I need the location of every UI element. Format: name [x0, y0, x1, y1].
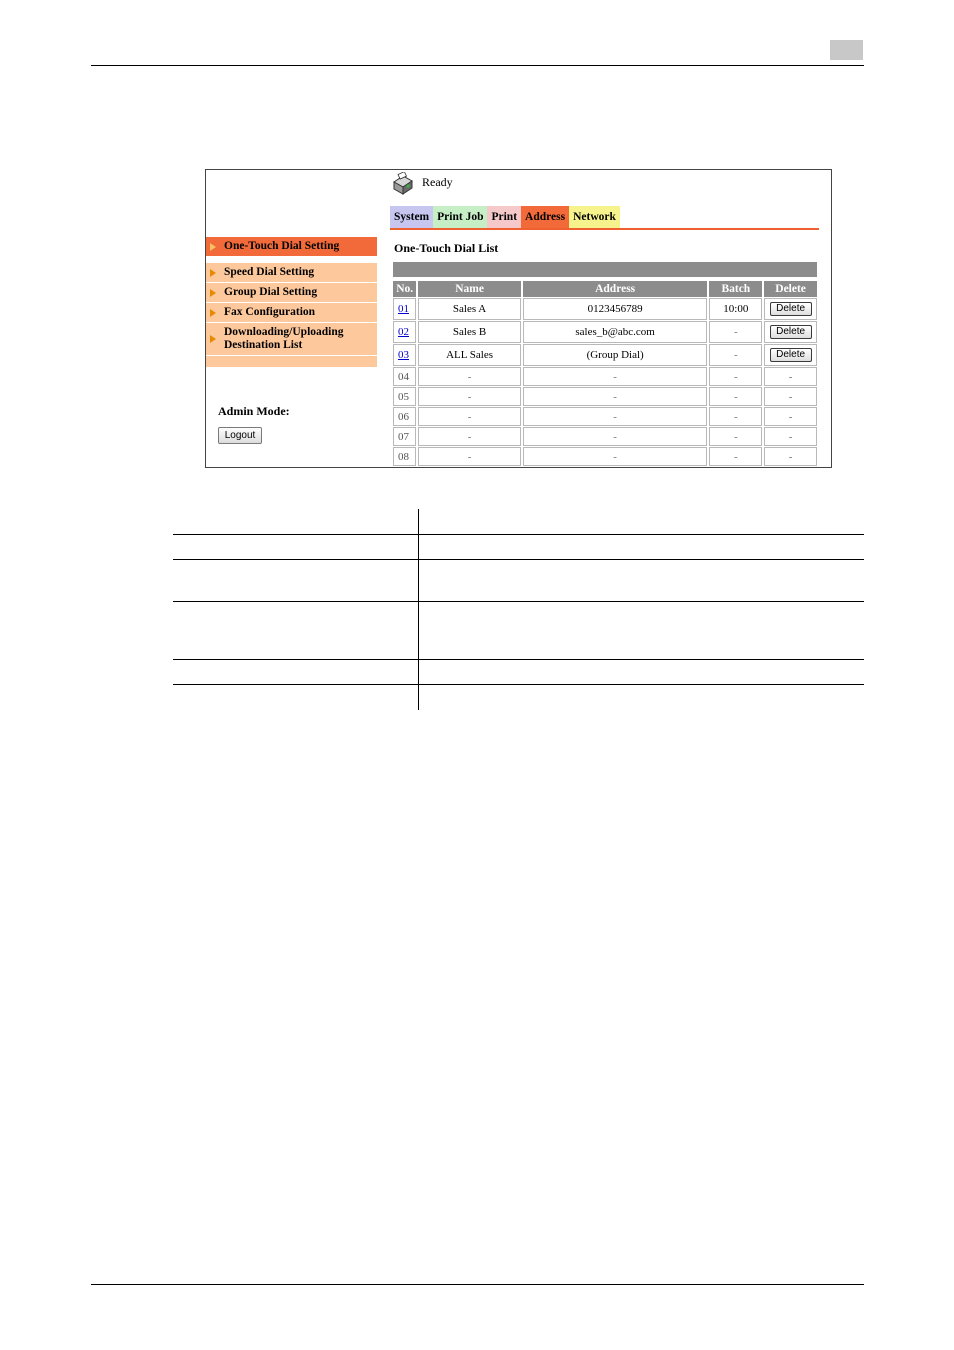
- cell-no: 04: [393, 367, 416, 386]
- page-number-tab: [830, 40, 863, 60]
- cell-batch: -: [709, 344, 762, 366]
- table-row: [393, 298, 817, 320]
- sidebar-item-label: One-Touch Dial Setting: [224, 240, 340, 252]
- cell-address: 0123456789: [523, 298, 708, 320]
- tab-print[interactable]: Print: [487, 206, 521, 228]
- sidebar-item-label-line2: Destination List: [224, 339, 303, 351]
- status-area: [391, 172, 453, 198]
- cell-name: Sales B: [418, 321, 520, 343]
- cell-delete: -: [764, 427, 817, 446]
- cell-name: -: [418, 407, 520, 426]
- cell-address: sales_b@abc.com: [523, 321, 708, 343]
- table-divider-vertical: [418, 509, 419, 710]
- cell-address: -: [523, 427, 708, 446]
- list-title: One-Touch Dial List: [394, 241, 499, 255]
- cell-delete: -: [764, 367, 817, 386]
- cell-name: -: [418, 387, 520, 406]
- table-row: [393, 447, 817, 466]
- sidebar-item-group-dial-setting[interactable]: [206, 283, 377, 303]
- cell-name: -: [418, 367, 520, 386]
- column-header-name: Name: [418, 281, 520, 297]
- sidebar-item-label: Group Dial Setting: [224, 286, 318, 298]
- arrow-right-icon: [210, 243, 216, 251]
- arrow-right-icon: [210, 289, 216, 297]
- entry-link[interactable]: 01: [398, 303, 409, 315]
- cell-no: 08: [393, 447, 416, 466]
- column-header-batch: Batch: [709, 281, 762, 297]
- sidebar-menu-footer: [206, 356, 377, 367]
- cell-name: Sales A: [418, 298, 520, 320]
- table-row: [393, 387, 817, 406]
- cell-no: 06: [393, 407, 416, 426]
- cell-no: [393, 321, 416, 343]
- tab-network[interactable]: Network: [569, 206, 620, 228]
- arrow-right-icon: [210, 335, 216, 343]
- cell-name: -: [418, 447, 520, 466]
- web-ui-screenshot: [205, 169, 832, 468]
- table-rule: [173, 659, 864, 660]
- footer-rule: [91, 1284, 864, 1285]
- sidebar-item-speed-dial-setting[interactable]: [206, 263, 377, 283]
- table-rule: [173, 601, 864, 602]
- table-rule: [173, 684, 864, 685]
- cell-address: (Group Dial): [523, 344, 708, 366]
- sidebar-item-label: Downloading/Uploading: [224, 326, 344, 338]
- dial-list-table: [391, 280, 819, 467]
- sidebar-menu: [206, 237, 377, 367]
- table-row: [393, 321, 817, 343]
- cell-delete: [764, 298, 817, 320]
- sidebar-item-label: Fax Configuration: [224, 306, 316, 318]
- arrow-right-icon: [210, 269, 216, 277]
- arrow-right-icon: [210, 309, 216, 317]
- table-row: [393, 407, 817, 426]
- sidebar-item-downloading-uploading[interactable]: [206, 323, 377, 356]
- cell-name: ALL Sales: [418, 344, 520, 366]
- cell-no: [393, 344, 416, 366]
- cell-batch: -: [709, 427, 762, 446]
- sidebar-item-label: Speed Dial Setting: [224, 266, 315, 278]
- cell-batch: -: [709, 387, 762, 406]
- entry-link[interactable]: 02: [398, 326, 409, 338]
- cell-delete: -: [764, 447, 817, 466]
- delete-button[interactable]: Delete: [770, 325, 812, 339]
- entry-link[interactable]: 03: [398, 349, 409, 361]
- cell-no: [393, 298, 416, 320]
- cell-name: -: [418, 427, 520, 446]
- top-tabs: [390, 206, 620, 228]
- sidebar-item-fax-configuration[interactable]: [206, 303, 377, 323]
- sidebar-item-one-touch-dial-setting[interactable]: [206, 237, 377, 257]
- tabs-underline: [390, 228, 819, 230]
- cell-batch: 10:00: [709, 298, 762, 320]
- cell-no: 07: [393, 427, 416, 446]
- column-header-address: Address: [523, 281, 708, 297]
- table-rule: [173, 534, 864, 535]
- cell-delete: [764, 321, 817, 343]
- cell-batch: -: [709, 447, 762, 466]
- delete-button[interactable]: Delete: [770, 348, 812, 362]
- column-header-delete: Delete: [764, 281, 817, 297]
- one-touch-dial-list: [392, 262, 818, 467]
- delete-button[interactable]: Delete: [770, 302, 812, 316]
- table-row: [393, 427, 817, 446]
- cell-address: -: [523, 407, 708, 426]
- tab-system[interactable]: System: [390, 206, 433, 228]
- cell-address: -: [523, 387, 708, 406]
- tab-print-job[interactable]: Print Job: [433, 206, 487, 228]
- cell-address: -: [523, 367, 708, 386]
- cell-batch: -: [709, 321, 762, 343]
- cell-address: -: [523, 447, 708, 466]
- table-row: [393, 367, 817, 386]
- header-rule: [91, 65, 864, 66]
- table-title-bar: [393, 262, 817, 277]
- cell-delete: [764, 344, 817, 366]
- table-row: [393, 344, 817, 366]
- table-rule: [173, 559, 864, 560]
- cell-batch: -: [709, 407, 762, 426]
- tab-address[interactable]: Address: [521, 206, 569, 228]
- cell-delete: -: [764, 407, 817, 426]
- logout-button[interactable]: Logout: [218, 427, 262, 444]
- printer-icon: [391, 172, 415, 196]
- status-text: Ready: [422, 175, 453, 189]
- table-header-row: [393, 281, 817, 297]
- cell-batch: -: [709, 367, 762, 386]
- admin-mode-label: Admin Mode:: [218, 404, 290, 418]
- column-header-no: No.: [393, 281, 416, 297]
- cell-delete: -: [764, 387, 817, 406]
- cell-no: 05: [393, 387, 416, 406]
